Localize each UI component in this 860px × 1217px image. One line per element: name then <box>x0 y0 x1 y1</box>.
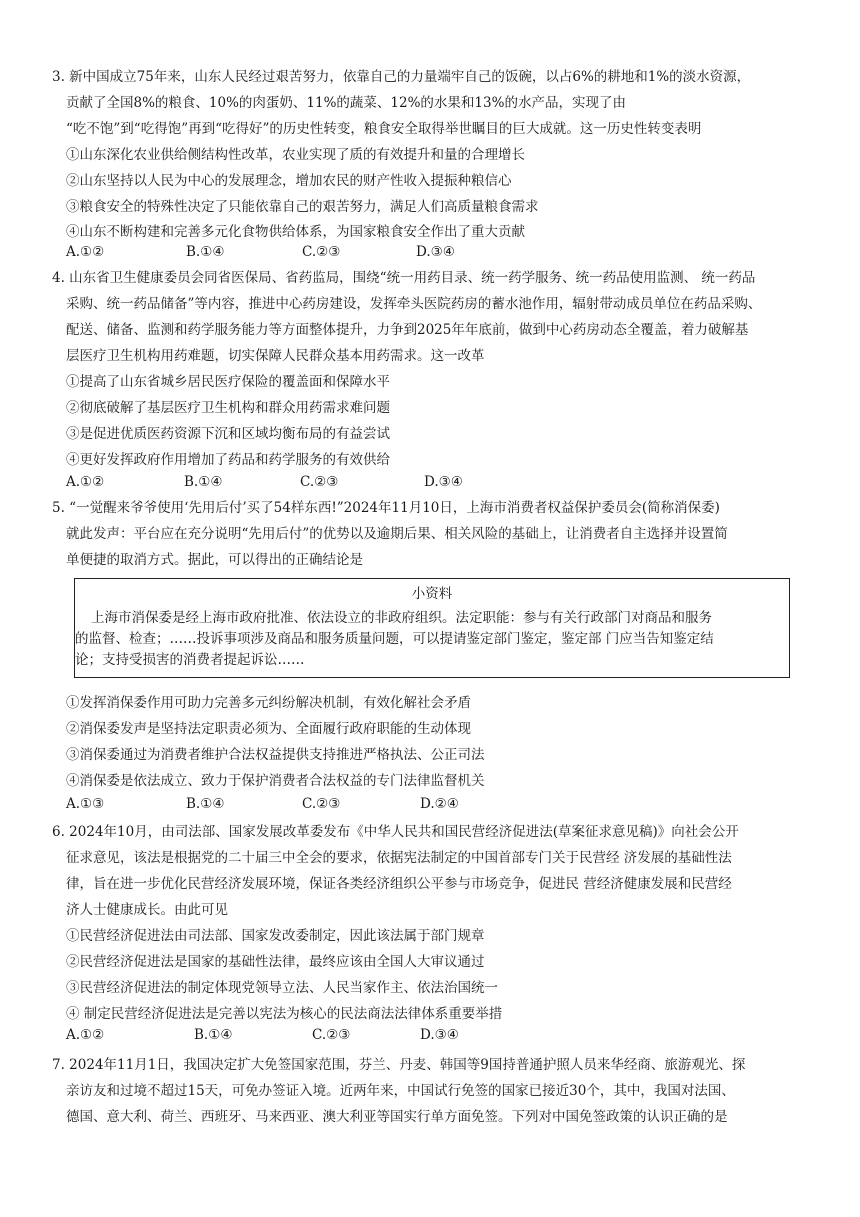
question-3-stem-line: “吃不饱”到“吃得饱”再到“吃得好”的历史性转变，粮食安全取得举世瞩目的巨大成就。这一历史性转变表明 <box>66 121 702 137</box>
question-7-stem-line: 亲访友和过境不超过15天，可免办签证入境。近两年来，中国试行免签的国家已接近30个，其中，我国对法国、 <box>66 1083 735 1099</box>
question-3-option-1: ①山东深化农业供给侧结构性改革，农业实现了质的有效提升和量的合理增长 <box>66 147 525 163</box>
question-6-option-2: ②民营经济促进法是国家的基础性法律，最终应该由全国人大审议通过 <box>66 954 485 970</box>
question-4-stem-line: 4. 山东省卫生健康委员会同省医保局、省药监局，围绕“统一用药目录、统一药学服务、统一药品使用监测、 统一药品 <box>52 270 756 286</box>
choice-b[interactable]: B.①④ <box>186 796 225 812</box>
question-4-stem-line: 采购、统一药品储备”等内容，推进中心药房建设，发挥牵头医院药房的蓄水池作用，辐射带动成员单位在药品采购、 <box>66 296 762 312</box>
question-4-stem-line: 层医疗卫生机构用药难题，切实保障人民群众基本用药需求。这一改革 <box>66 348 485 364</box>
question-4-option-2: ②彻底破解了基层医疗卫生机构和群众用药需求难问题 <box>66 400 390 416</box>
choice-c[interactable]: C.②③ <box>300 474 339 490</box>
choice-c[interactable]: C.②③ <box>302 244 341 260</box>
question-6-option-1: ①民营经济促进法由司法部、国家发改委制定，因此该法属于部门规章 <box>66 928 485 944</box>
choice-b[interactable]: B.①④ <box>184 474 223 490</box>
material-box-line: 的监督、检查；……投诉事项涉及商品和服务质量问题，可以提请鉴定部门鉴定，鉴定部 门应当告知鉴定结 <box>75 631 714 647</box>
question-5-stem-line: 就此发声：平台应在充分说明“先用后付”的优势以及逾期后果、相关风险的基础上，让消费者自主选择并设置简 <box>66 526 728 542</box>
question-6-stem-line: 6. 2024年10月，由司法部、国家发展改革委发布《中华人民共和国民营经济促进法(草案征求意见稿)》向社会公开 <box>52 824 739 840</box>
choice-c[interactable]: C.②③ <box>312 1027 351 1043</box>
choice-c[interactable]: C.②③ <box>302 796 341 812</box>
question-7-stem-line: 德国、意大利、荷兰、西班牙、马来西亚、澳大利亚等国实行单方面免签。下列对中国免签政策的认识正确的是 <box>66 1109 728 1125</box>
question-3-option-4: ④山东不断构建和完善多元化食物供给体系，为国家粮食安全作出了重大贡献 <box>66 224 525 240</box>
choice-d[interactable]: D.③④ <box>424 474 463 490</box>
material-box-title: 小资料 <box>411 586 453 602</box>
question-5-option-2: ②消保委发声是坚持法定职责必须为、全面履行政府职能的生动体现 <box>66 721 471 737</box>
question-7-stem-line: 7. 2024年11月1日，我国决定扩大免签国家范围，芬兰、丹麦、韩国等9国持普通护照人员来华经商、旅游观光、探 <box>52 1057 746 1073</box>
material-box-line: 上海市消保委是经上海市政府批准、依法设立的非政府组织。法定职能：参与有关行政部门对商品和服务 <box>91 610 712 626</box>
question-6-stem-line: 济人士健康成长。由此可见 <box>66 902 228 918</box>
question-6-option-3: ③民营经济促进法的制定体现党领导立法、人民当家作主、依法治国统一 <box>66 980 498 996</box>
choice-d[interactable]: D.②④ <box>420 796 459 812</box>
choice-a[interactable]: A.①③ <box>66 796 105 812</box>
question-5-option-3: ③消保委通过为消费者维护合法权益提供支持推进严格执法、公正司法 <box>66 747 485 763</box>
choice-b[interactable]: B.①④ <box>186 244 225 260</box>
material-box <box>74 578 790 678</box>
question-4-option-1: ①提高了山东省城乡居民医疗保险的覆盖面和保障水平 <box>66 374 390 390</box>
choice-a[interactable]: A.①② <box>66 244 105 260</box>
question-6-stem-line: 律，旨在进一步优化民营经济发展环境，保证各类经济组织公平参与市场竞争，促进民 营经济健康发展和民营经 <box>66 876 732 892</box>
question-6-option-4: ④ 制定民营经济促进法是完善以宪法为核心的民法商法法律体系重要举措 <box>66 1006 503 1022</box>
choice-d[interactable]: D.③④ <box>416 244 455 260</box>
question-3-stem-line: 3. 新中国成立75年来，山东人民经过艰苦努力，依靠自己的力量端牢自己的饭碗，以占6%的耕地和1%的淡水资源， <box>52 69 751 85</box>
question-3-option-3: ③粮食安全的特殊性决定了只能依靠自己的艰苦努力，满足人们高质量粮食需求 <box>66 199 539 215</box>
question-4-option-3: ③是促进优质医药资源下沉和区域均衡布局的有益尝试 <box>66 426 390 442</box>
question-5-stem-line: 5. “一觉醒来爷爷使用‘先用后付’买了54样东西!”2024年11月10日，上海市消费者权益保护委员会(简称消保委) <box>52 500 720 516</box>
choice-b[interactable]: B.①④ <box>194 1027 233 1043</box>
material-box-line: 论；支持受损害的消费者提起诉讼…… <box>75 652 305 668</box>
question-5-option-4: ④消保委是依法成立、致力于保护消费者合法权益的专门法律监督机关 <box>66 773 485 789</box>
choice-d[interactable]: D.③④ <box>420 1027 459 1043</box>
question-4-option-4: ④更好发挥政府作用增加了药品和药学服务的有效供给 <box>66 452 390 468</box>
question-4-stem-line: 配送、储备、监测和药学服务能力等方面整体提升，力争到2025年年底前，做到中心药房动态全覆盖，着力破解基 <box>66 322 749 338</box>
choice-a[interactable]: A.①② <box>66 1027 105 1043</box>
question-5-option-1: ①发挥消保委作用可助力完善多元纠纷解决机制，有效化解社会矛盾 <box>66 695 471 711</box>
question-6-stem-line: 征求意见，该法是根据党的二十届三中全会的要求，依据宪法制定的中国首部专门关于民营经 济发展的基础性法 <box>66 850 732 866</box>
question-3-option-2: ②山东坚持以人民为中心的发展理念，增加农民的财产性收入提振种粮信心 <box>66 173 512 189</box>
question-3-stem-line: 贡献了全国8%的粮食、10%的肉蛋奶、11%的蔬菜、12%的水果和13%的水产品，实现了由 <box>66 95 626 111</box>
question-5-stem-line: 单便捷的取消方式。据此，可以得出的正确结论是 <box>66 552 363 568</box>
choice-a[interactable]: A.①② <box>66 474 105 490</box>
